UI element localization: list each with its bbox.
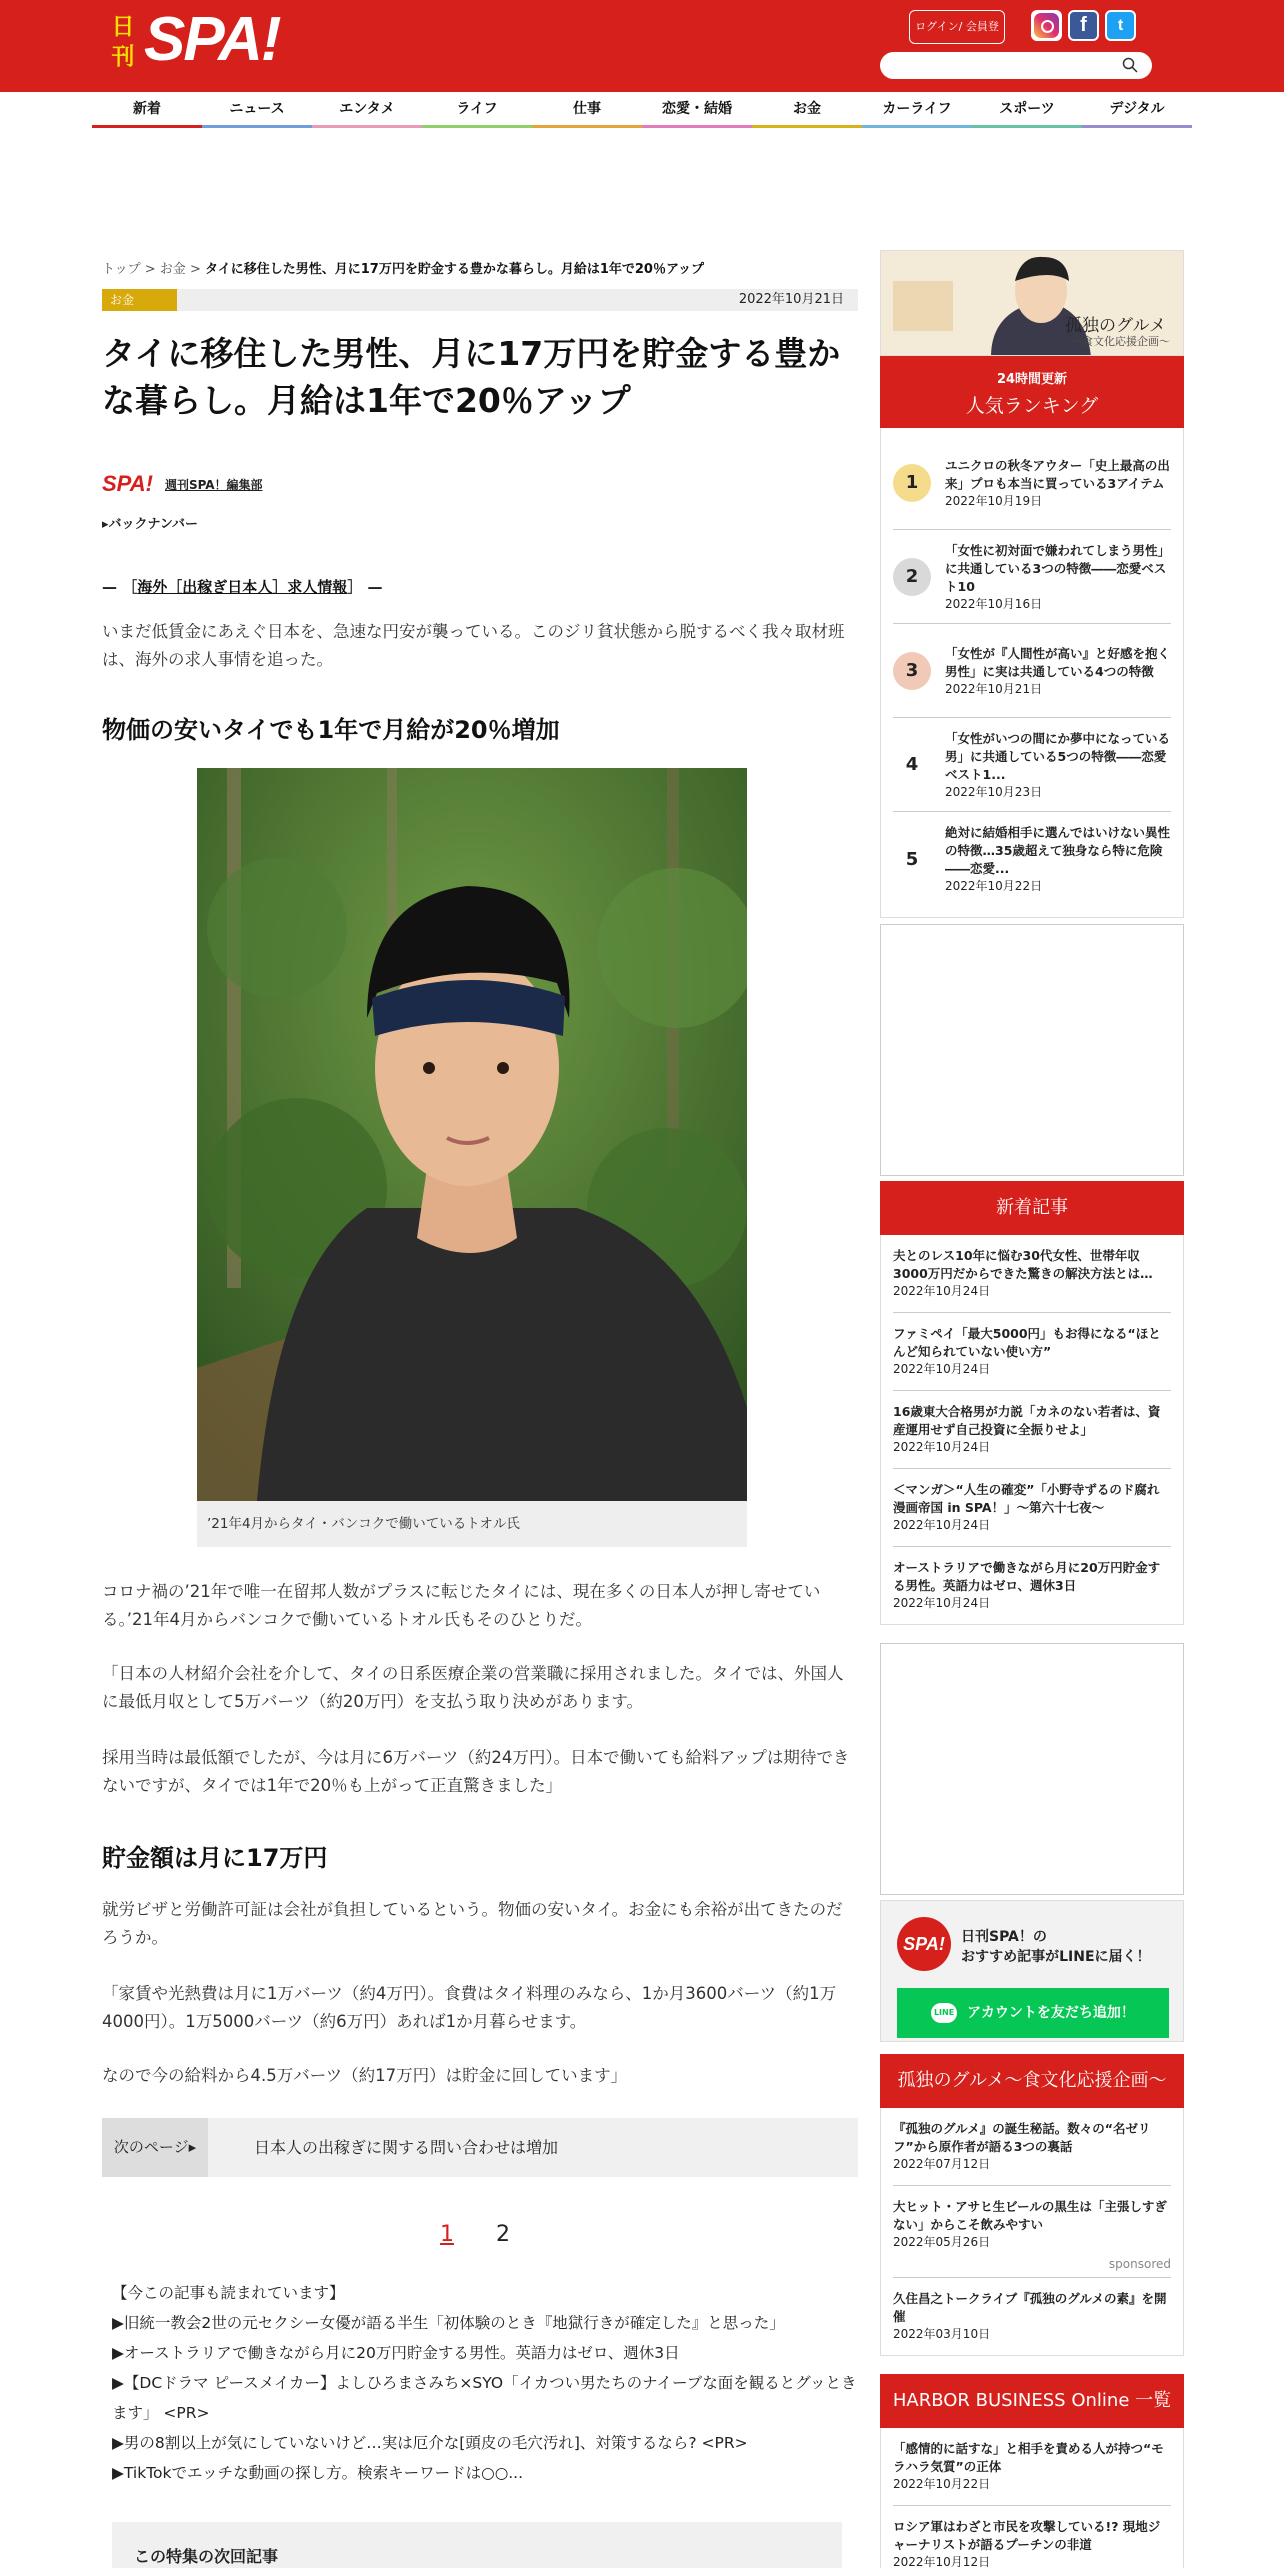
related-link[interactable]: ▶オーストラリアで働きながら月に20万円貯金する男性。英語力はゼロ、週休3日: [112, 2344, 680, 2362]
harbor-header: HARBOR BUSINESS Online 一覧: [880, 2374, 1184, 2428]
ranking-item-date: 2022年10月22日: [945, 879, 1043, 893]
ranking-item-title[interactable]: 「女性がいつの間にか夢中になっている男」に共通している5つの特徴――恋愛ベスト1...: [945, 730, 1171, 782]
new-article-item[interactable]: [893, 1313, 1171, 1391]
related-link[interactable]: ▶【DCドラマ ピースメイカー】よしひろまさみち×SYO「イカつい男たちのナイーブな面を観るとグッときます」 <PR>: [112, 2374, 857, 2422]
gurume-item-title[interactable]: 久住昌之トークライブ『孤独のグルメの素』を開催: [893, 2291, 1167, 2324]
ranking-item-date: 2022年10月16日: [945, 596, 1043, 611]
gurume-item[interactable]: [893, 2108, 1171, 2186]
gurume-item-date: 2022年07月12日: [893, 2157, 991, 2171]
nav-item-money[interactable]: お金: [752, 92, 862, 128]
line-promo: [880, 1900, 1184, 2042]
series-prefix: — ［: [102, 578, 138, 596]
related-link[interactable]: ▶男の8割以上が気にしていないけど…実は厄介な[頭皮の毛穴汚れ]、対策するなら? <PR>: [112, 2434, 748, 2452]
ranking-item-title[interactable]: 「女性が『人間性が高い』と好感を抱く男性」に実は共通している4つの特徴: [945, 645, 1171, 679]
new-articles: [880, 1181, 1184, 1625]
article-photo: [197, 768, 747, 1501]
author-block: [102, 471, 263, 497]
related-articles: [112, 2278, 858, 2488]
gurume-item-title[interactable]: 大ヒット・アサヒ生ビールの黒生は「主張しすぎない」からこそ飲みやすい: [893, 2199, 1167, 2232]
new-article-date: 2022年10月24日: [893, 1284, 991, 1298]
breadcrumb: [102, 258, 704, 277]
next-page-teaser[interactable]: 日本人の出稼ぎに関する問い合わせは増加: [254, 2138, 559, 2157]
ranking-item[interactable]: [893, 624, 1171, 718]
logo-spa-text: SPA!: [144, 5, 280, 74]
article-paragraph: 「日本の人材紹介会社を介して、タイの日系医療企業の営業職に採用されました。タイでは、外国人に最低月収として5万バーツ（約20万円）を支払う取り決めがあります。: [102, 1664, 844, 1711]
line-promo-text-2: おすすめ記事がLINEに届く！: [961, 1949, 1151, 1965]
ranking-item[interactable]: [893, 718, 1171, 812]
ranking-item[interactable]: [893, 812, 1171, 906]
ranking-item-title[interactable]: ユニクロの秋冬アウター「史上最高の出来」プロも本当に買っている3アイテム: [945, 457, 1170, 491]
author-logo: SPA!: [102, 471, 153, 496]
breadcrumb-top[interactable]: トップ: [102, 262, 141, 277]
nav-item-carlife[interactable]: カーライフ: [862, 92, 972, 128]
twitter-icon[interactable]: t: [1105, 10, 1136, 41]
rank-number: 5: [905, 848, 919, 870]
gurume-item-title[interactable]: 『孤独のグルメ』の誕生秘話。数々の“名ゼリフ”から原作者が語る3つの裏話: [893, 2121, 1151, 2154]
harbor-item-title[interactable]: ロシア軍はわざと市民を攻撃している!? 現地ジャーナリストが語るプーチンの非道: [893, 2519, 1161, 2552]
ranking-item-date: 2022年10月21日: [945, 681, 1043, 696]
next-page-box[interactable]: [102, 2118, 858, 2177]
line-icon: LINE: [931, 2003, 957, 2023]
new-article-date: 2022年10月24日: [893, 1518, 991, 1532]
new-article-title[interactable]: 夫とのレス10年に悩む30代女性、世帯年収3000万円だからできた驚きの解決方法とは…: [893, 1248, 1153, 1281]
related-link[interactable]: ▶旧統一教会2世の元セクシー女優が語る半生「初体験のとき『地獄行きが確定した』と思った」: [112, 2314, 785, 2332]
new-article-title[interactable]: ファミペイ「最大5000円」もお得になる“ほとんど知られていない使い方”: [893, 1326, 1161, 1359]
article-paragraph: 就労ビザと労働許可証は会社が負担しているという。物価の安いタイ。お金にも余裕が出てきたのだろうか。: [102, 1900, 843, 1947]
related-link[interactable]: ▶TikTokでエッチな動画の探し方。検索キーワードは○○...: [112, 2464, 524, 2482]
harbor-item[interactable]: [893, 2506, 1171, 2568]
breadcrumb-sep: >: [185, 262, 205, 277]
page-2-link[interactable]: 2: [496, 2222, 510, 2247]
nav-item-life[interactable]: ライフ: [422, 92, 532, 128]
harbor-item-title[interactable]: 「感情的に話すな」と相手を責める人が持つ“モラハラ気質”の正体: [893, 2441, 1164, 2474]
new-article-date: 2022年10月24日: [893, 1440, 991, 1454]
pagination: [440, 2222, 510, 2247]
ranking-item[interactable]: [893, 530, 1171, 624]
backnumber-link[interactable]: ▸バックナンバー: [102, 517, 198, 532]
line-promo-logo: SPA!: [897, 1917, 951, 1971]
new-article-title[interactable]: オーストラリアで働きながら月に20万円貯金する男性。英語力はゼロ、週休3日: [893, 1560, 1161, 1593]
ranking-item-date: 2022年10月19日: [945, 493, 1043, 508]
article-paragraph: 採用当時は最低額でしたが、今は月に6万バーツ（約24万円）。日本で働いても給料アップは期待できないですが、タイでは1年で20％も上がって正直驚きました」: [102, 1748, 850, 1795]
new-article-item[interactable]: [893, 1469, 1171, 1547]
harbor-item-date: 2022年10月12日: [893, 2555, 991, 2568]
category-bar: [102, 289, 858, 311]
new-article-item[interactable]: [893, 1547, 1171, 1624]
sponsored-label: sponsored: [1108, 2257, 1171, 2271]
next-article-box[interactable]: この特集の次回記事: [112, 2522, 842, 2568]
gurume-item-date: 2022年03月10日: [893, 2327, 991, 2341]
nav-item-sports[interactable]: スポーツ: [972, 92, 1082, 128]
photo-caption: ’21年4月からタイ・バンコクで働いているトオル氏: [197, 1501, 747, 1547]
banner-title: 孤独のグルメ: [1065, 316, 1166, 336]
instagram-icon[interactable]: [1031, 10, 1062, 41]
rank-number: 4: [905, 754, 919, 775]
breadcrumb-current: タイに移住した男性、月に17万円を貯金する豊かな暮らし。月給は1年で20％アップ: [204, 262, 705, 277]
search-input[interactable]: [880, 52, 1152, 79]
ad-slot[interactable]: [880, 1643, 1184, 1895]
nav-item-news[interactable]: ニュース: [202, 92, 312, 128]
breadcrumb-sep: >: [140, 262, 160, 277]
harbor-section: [880, 2374, 1184, 2568]
gurume-item-date: 2022年05月26日: [893, 2235, 991, 2249]
next-page-label[interactable]: 次のページ▸: [102, 2118, 208, 2177]
related-title: 【今この記事も読まれています】: [112, 2284, 345, 2302]
rank-number: 3: [893, 652, 931, 690]
ranking-item-date: 2022年10月23日: [945, 784, 1043, 799]
line-promo-text-1: 日刊SPA！の: [961, 1929, 1047, 1945]
harbor-item[interactable]: [893, 2428, 1171, 2506]
author-link[interactable]: 週刊SPA！編集部: [164, 477, 263, 492]
line-add-friend-button[interactable]: [897, 1988, 1169, 2038]
rank-number: 2: [893, 558, 931, 596]
nav-item-new[interactable]: 新着: [92, 92, 202, 128]
article-date: 2022年10月21日: [738, 292, 844, 307]
line-promo-text: [961, 1927, 1151, 1967]
new-article-date: 2022年10月24日: [893, 1362, 991, 1376]
global-nav: [92, 92, 1192, 128]
page-1-link[interactable]: 1: [440, 2222, 454, 2247]
new-articles-header: 新着記事: [880, 1181, 1184, 1235]
section-heading: 貯金額は月に17万円: [102, 1844, 328, 1872]
line-add-friend-label[interactable]: アカウントを友だち追加！: [967, 2005, 1135, 2021]
ranking-item-title[interactable]: 「女性に初対面で嫌われてしまう男性」に共通している3つの特徴――恋愛ベスト10: [945, 542, 1171, 594]
section-heading: 物価の安いタイでも1年で月給が20％増加: [102, 716, 560, 744]
gurume-section: [880, 2054, 1184, 2356]
new-article-item[interactable]: [893, 1391, 1171, 1469]
new-article-item[interactable]: [893, 1235, 1171, 1313]
category-badge[interactable]: お金: [102, 289, 177, 311]
nav-item-digital[interactable]: デジタル: [1082, 92, 1192, 128]
new-article-date: 2022年10月24日: [893, 1596, 991, 1610]
login-button[interactable]: ログイン/ 会員登: [909, 10, 1005, 44]
article-title: タイに移住した男性、月に17万円を貯金する豊かな暮らし。月給は1年で20％アップ: [102, 334, 841, 420]
ranking-list: [880, 428, 1184, 918]
gurume-item[interactable]: [893, 2186, 1171, 2251]
gurume-banner[interactable]: [880, 250, 1184, 356]
ranking-item-title[interactable]: 絶対に結婚相手に選んではいけない異性の特徴…35歳超えて独身なら特に危険――恋愛...: [945, 825, 1171, 876]
nav-item-love[interactable]: 恋愛・結婚: [642, 92, 752, 128]
gurume-header: 孤独のグルメ～食文化応援企画～: [880, 2054, 1184, 2108]
ranking-header: [880, 356, 1184, 428]
series-suffix: ］ —: [347, 578, 383, 596]
site-header: [0, 0, 1284, 92]
search-icon[interactable]: [1122, 57, 1138, 73]
ranking-item[interactable]: [893, 436, 1171, 530]
breadcrumb-category[interactable]: お金: [159, 262, 186, 277]
ranking-subtitle: 24時間更新: [996, 372, 1068, 387]
ranking-title: 人気ランキング: [965, 395, 1099, 417]
harbor-item-date: 2022年10月22日: [893, 2477, 991, 2491]
article-paragraph: コロナ禍の’21年で唯一在留邦人数がプラスに転じたタイには、現在多くの日本人が押し寄せている。’21年4月からバンコクで働いているトオル氏もそのひとりだ。: [102, 1582, 821, 1629]
facebook-icon[interactable]: f: [1068, 10, 1099, 41]
series-heading: [102, 576, 382, 597]
new-article-title[interactable]: ＜マンガ＞“人生の確変”「小野寺ずるのド腐れ漫画帝国 in SPA！」～第六十七夜～: [893, 1482, 1160, 1515]
article-paragraph: 「家賃や光熱費は月に1万バーツ（約4万円）。食費はタイ料理のみなら、1か月3600バーツ（約1万4000円）。1万5000バーツ（約6万円）あれば1か月暮らせます。: [102, 1984, 837, 2031]
article-paragraph: なので今の給料から4.5万バーツ（約17万円）は貯金に回しています」: [102, 2066, 628, 2085]
series-link[interactable]: 海外［出稼ぎ日本人］求人情報: [137, 578, 348, 596]
new-article-title[interactable]: 16歳東大合格男が力説「カネのない若者は、資産運用せず自己投資に全振りせよ」: [893, 1404, 1161, 1437]
site-logo[interactable]: [110, 5, 285, 78]
rank-number: 1: [893, 464, 931, 502]
nav-item-work[interactable]: 仕事: [532, 92, 642, 128]
logo-nikkan-text: 日刊: [111, 14, 135, 70]
banner-subtitle: ～食文化応援企画～: [1071, 335, 1170, 348]
nav-item-entame[interactable]: エンタメ: [312, 92, 422, 128]
ad-slot[interactable]: [880, 924, 1184, 1176]
article-lead: いまだ低賃金にあえぐ日本を、急速な円安が襲っている。このジリ貧状態から脱するべく我々取材班は、海外の求人事情を追った。: [102, 622, 845, 669]
gurume-item[interactable]: [893, 2277, 1171, 2355]
